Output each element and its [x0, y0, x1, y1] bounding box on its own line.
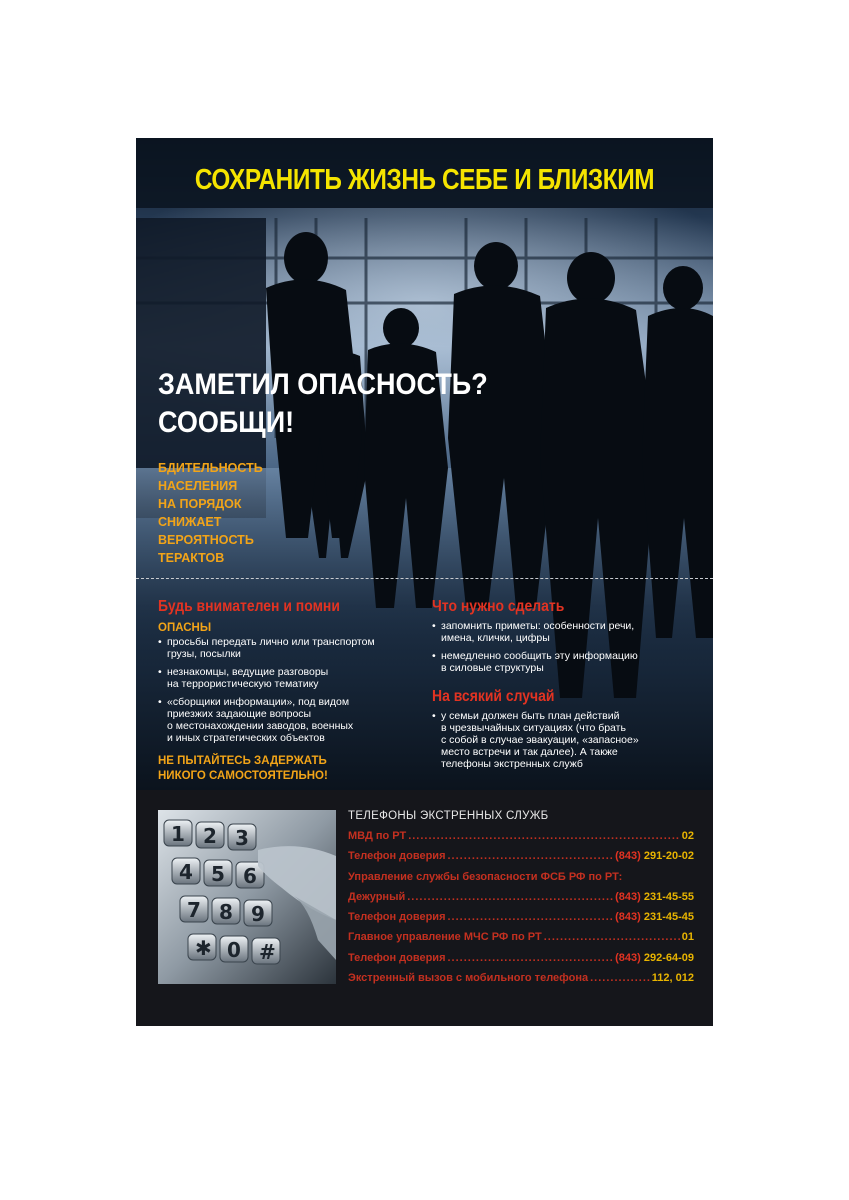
svg-text:4: 4: [179, 860, 193, 884]
left-subheading: ОПАСНЫ: [158, 622, 212, 634]
list-item: • немедленно сообщить эту информацию в силовые структуры: [432, 650, 708, 674]
headline: [158, 366, 488, 442]
phone-number: 02: [681, 830, 694, 842]
svg-text:7: 7: [187, 898, 201, 922]
phones-title: ТЕЛЕФОНЫ ЭКСТРЕННЫХ СЛУЖБ: [348, 810, 549, 822]
list-item: • «сборщики информации», под видом приезжих задающие вопросы о местонахождении заводов, военных и иных стратегических объектов: [158, 696, 428, 744]
svg-text:3: 3: [235, 826, 249, 850]
phone-number: 231-45-55: [643, 890, 694, 903]
vigilance-line: БДИТЕЛЬНОСТЬ: [158, 461, 263, 475]
warning-text: НЕ ПЫТАЙТЕСЬ ЗАДЕРЖАТЬ НИКОГО САМОСТОЯТЕЛЬНО!: [158, 755, 328, 782]
phone-group-heading: [348, 867, 694, 887]
phone-value: [682, 826, 694, 846]
vigilance-line: ТЕРАКТОВ: [158, 551, 225, 565]
svg-text:1: 1: [171, 822, 185, 846]
phone-row: [348, 826, 694, 846]
phone-code: (843): [615, 890, 641, 903]
phone-code: (843): [615, 951, 641, 964]
list-item: • у семьи должен быть план действий в чрезвычайных ситуациях (что брать с собой в случае эвакуации, «запасное» место встречи и так далее). А также телефоны экстренных служб: [432, 710, 708, 770]
poster-upper: [136, 138, 713, 790]
svg-text:2: 2: [203, 824, 217, 848]
phone-number: 112, 012: [651, 972, 694, 985]
headline-line-1: ЗАМЕТИЛ ОПАСНОСТЬ?: [158, 368, 488, 401]
svg-text:5: 5: [211, 862, 225, 886]
svg-text:0: 0: [227, 938, 241, 962]
phone-value: [615, 846, 694, 866]
phones-panel: [136, 790, 713, 1026]
headline-line-2: СООБЩИ!: [158, 406, 295, 439]
phone-row: [348, 927, 694, 947]
phone-label: Главное управление МЧС РФ по РТ: [348, 931, 542, 944]
poster-title: СОХРАНИТЬ ЖИЗНЬ СЕБЕ И БЛИЗКИМ: [194, 164, 655, 196]
svg-text:6: 6: [243, 864, 257, 888]
phone-value: [615, 907, 694, 927]
phone-number: 291-20-02: [643, 850, 694, 863]
dot-leader: [448, 907, 614, 927]
phone-label: Телефон доверия: [348, 951, 446, 964]
phone-code: (843): [615, 850, 641, 863]
phone-number: 01: [681, 931, 694, 944]
just-in-case-list: [432, 710, 708, 770]
phone-label: МВД по РТ: [348, 830, 407, 842]
svg-text:#: #: [259, 940, 276, 964]
phone-row: [348, 948, 694, 968]
vigilance-line: СНИЖАЕТ: [158, 515, 222, 529]
svg-text:✱: ✱: [195, 936, 212, 960]
dashed-divider: [136, 578, 713, 579]
phone-label: Управление службы безопасности ФСБ РФ по РТ:: [348, 870, 623, 883]
phone-label: Телефон доверия: [348, 850, 446, 863]
svg-text:8: 8: [219, 900, 233, 924]
right-column: [432, 598, 708, 776]
phone-keypad-photo: [158, 810, 336, 984]
phone-number: 292-64-09: [643, 951, 694, 964]
phone-label: Экстренный вызов с мобильного телефона: [348, 972, 589, 985]
phone-value: [652, 968, 694, 988]
phone-value: [615, 948, 694, 968]
phone-value: [682, 927, 694, 947]
just-in-case-heading: На всякий случай: [432, 688, 555, 705]
phone-row: [348, 887, 694, 907]
phone-label: Телефон доверия: [348, 911, 446, 924]
left-column: [158, 598, 428, 784]
dot-leader: [407, 887, 613, 907]
vigilance-line: ВЕРОЯТНОСТЬ: [158, 533, 254, 547]
poster: [136, 138, 713, 1026]
vigilance-line: НА ПОРЯДОК: [158, 497, 242, 511]
list-item: • незнакомцы, ведущие разговоры на террористическую тематику: [158, 666, 428, 690]
right-heading: Что нужно сделать: [432, 598, 565, 615]
dot-leader: [448, 948, 614, 968]
list-item: • запомнить приметы: особенности речи, имена, клички, цифры: [432, 620, 708, 644]
dot-leader: [448, 846, 614, 866]
phone-value: [615, 887, 694, 907]
emergency-phones: [348, 810, 694, 988]
phone-row: [348, 968, 694, 988]
phone-row: [348, 846, 694, 866]
list-item: • просьбы передать лично или транспортом грузы, посылки: [158, 636, 428, 660]
left-heading: Будь внимателен и помни: [158, 598, 340, 615]
dot-leader: [590, 968, 650, 988]
phone-row: [348, 907, 694, 927]
dot-leader: [544, 927, 680, 947]
phone-code: (843): [615, 911, 641, 924]
todo-list: [432, 620, 708, 674]
danger-list: [158, 636, 428, 744]
vigilance-text: [158, 459, 263, 567]
vigilance-line: НАСЕЛЕНИЯ: [158, 479, 238, 493]
svg-text:9: 9: [251, 902, 265, 926]
dot-leader: [408, 826, 680, 846]
phone-label: Дежурный: [348, 890, 406, 903]
phone-number: 231-45-45: [643, 911, 694, 924]
